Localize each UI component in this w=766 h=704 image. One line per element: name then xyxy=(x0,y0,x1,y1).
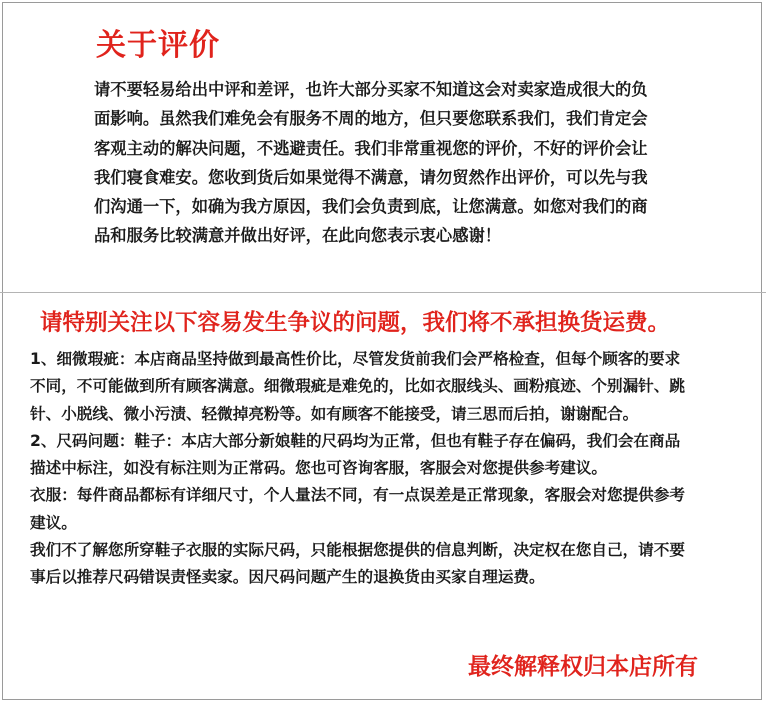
final-interpretation-note: 最终解释权归本店所有 xyxy=(468,654,698,680)
rule-line: 描述中标注，如没有标注则为正常码。您也可咨询客服，客服会对您提供参考建议。 xyxy=(30,459,607,478)
intro-paragraph xyxy=(94,75,694,251)
dispute-notice-heading: 请特别关注以下容易发生争议的问题，我们将不承担换货运费。 xyxy=(40,310,671,336)
intro-line: 请不要轻易给出中评和差评，也许大部分买家不知道这会对卖家造成很大的负 xyxy=(94,80,648,99)
rule-line: 衣服：每件商品都标有详细尺寸，个人量法不同，有一点误差是正常现象，客服会对您提供参考 xyxy=(30,486,685,505)
rule-line: 针、小脱线、微小污渍、轻微掉亮粉等。如有顾客不能接受，请三思而后拍，谢谢配合。 xyxy=(30,404,639,423)
intro-line: 我们寝食难安。您收到货后如果觉得不满意，请勿贸然作出评价，可以先与我 xyxy=(94,167,648,187)
section-divider xyxy=(0,292,766,293)
intro-line: 们沟通一下，如确为我方原因，我们会负责到底，让您满意。如您对我们的商 xyxy=(94,197,648,217)
intro-line: 品和服务比较满意并做出好评，在此向您表示衷心感谢！ xyxy=(94,226,502,246)
dispute-rules xyxy=(30,346,750,592)
intro-line: 面影响。虽然我们难免会有服务不周的地方，但只要您联系我们，我们肯定会 xyxy=(94,109,648,129)
rule-line: 1、细微瑕疵：本店商品坚持做到最高性价比，尽管发货前我们会严格检查，但每个顾客的要求 xyxy=(30,350,681,368)
rule-line: 2、尺码问题：鞋子：本店大部分新娘鞋的尺码均为正常，但也有鞋子存在偏码，我们会在商品 xyxy=(30,431,681,450)
section-title-review: 关于评价 xyxy=(96,28,220,63)
intro-line: 客观主动的解决问题，不逃避责任。我们非常重视您的评价，不好的评价会让 xyxy=(94,138,648,158)
rule-line: 事后以推荐尺码错误责怪卖家。因尺码问题产生的退换货由买家自理运费。 xyxy=(30,568,545,587)
rule-line: 不同，不可能做到所有顾客满意。细微瑕疵是难免的，比如衣服线头、画粉痕迹、个别漏针、跳 xyxy=(30,377,685,396)
rule-line: 建议。 xyxy=(30,513,77,532)
rule-line: 我们不了解您所穿鞋子衣服的实际尺码，只能根据您提供的信息判断，决定权在您自己，请不要 xyxy=(30,541,685,560)
